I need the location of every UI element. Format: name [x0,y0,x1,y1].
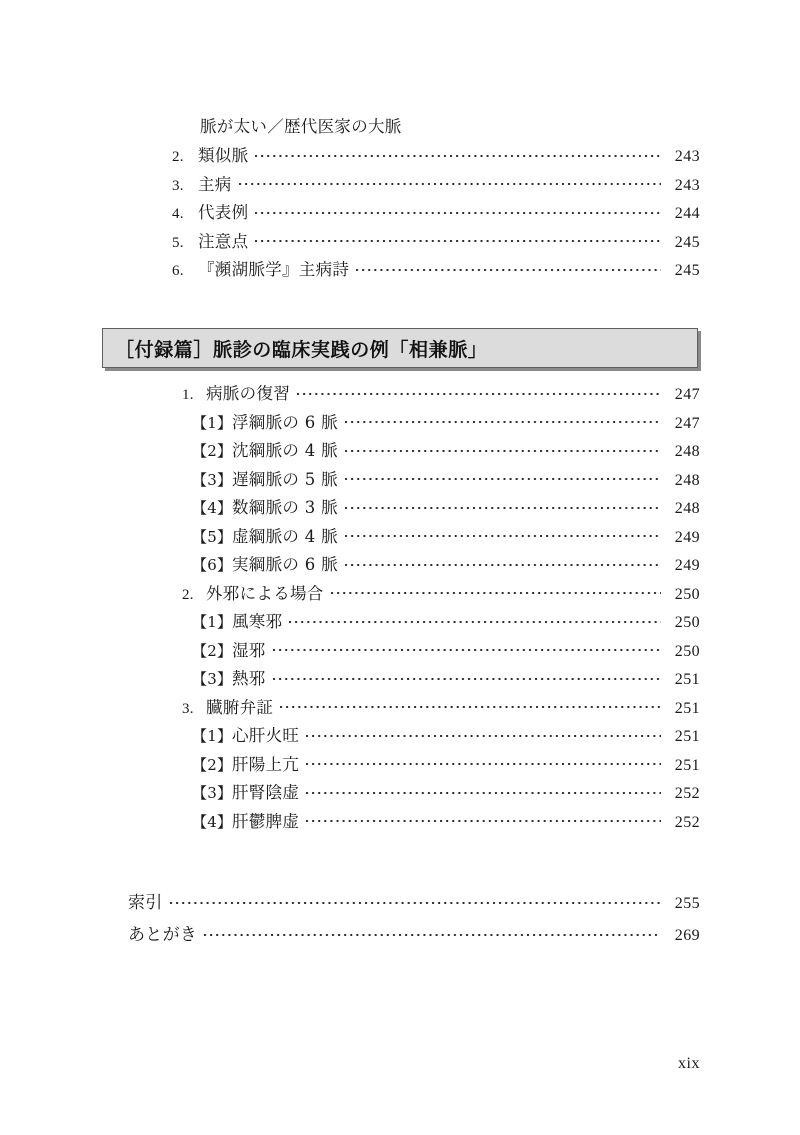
toc-entry-page-number: 269 [674,927,700,944]
toc-leader-dots [345,497,661,513]
toc-entry-number: 3. [182,700,194,717]
toc-appendix-section [182,380,700,836]
toc-entry-page-number: 248 [674,500,700,517]
toc-leader-dots [306,725,661,741]
toc-entry-number: 3. [172,177,184,194]
toc-entry-page-number: 251 [674,756,700,774]
toc-entry-label: 臓腑弁証 [206,697,274,717]
toc-leader-dots [306,782,661,798]
toc-entry-label: 数綱脈の 3 脈 [232,498,338,517]
toc-entry[interactable] [182,494,700,523]
appendix-banner-title: ［付録篇］脈診の臨床実践の例「相兼脈」 [115,338,488,361]
toc-entry-page-number: 247 [674,386,700,403]
appendix-banner [102,328,698,368]
toc-entry-label: 沈綱脈の 4 脈 [232,441,338,460]
toc-entry-number: 【3】 [192,784,233,802]
toc-entry[interactable] [182,523,700,552]
toc-entry-label: 病脈の復習 [206,384,290,403]
toc-entry-page-number: 251 [674,699,700,717]
toc-leader-dots [289,611,661,627]
toc-entry-label: 類似脈 [198,146,249,165]
toc-entry-page-number: 247 [674,414,700,432]
toc-entry-label: 実綱脈の 6 脈 [232,555,338,574]
page-number: xix [678,1055,700,1072]
toc-entry-number: 【1】 [192,413,233,432]
toc-leader-dots [331,583,661,599]
toc-entry-number: 1. [182,387,194,403]
continuation-note: 脈が太い／歴代医家の大脈 [200,117,402,136]
toc-top-entry-list [172,142,700,285]
toc-entry-number: 【2】 [192,641,233,660]
toc-top-section [172,112,700,285]
toc-entry-page-number: 243 [674,148,700,165]
toc-entry[interactable] [182,580,700,609]
toc-entry[interactable] [172,171,700,200]
toc-entry[interactable] [182,437,700,466]
toc-entry-number: 2. [182,586,194,603]
toc-entry[interactable] [172,142,700,171]
toc-entry[interactable] [182,722,700,751]
toc-entry-page-number: 252 [674,813,700,831]
toc-entry[interactable] [172,199,700,228]
toc-entry-label: あとがき [128,925,198,945]
toc-leader-dots [170,892,661,908]
toc-entry-label: 虚綱脈の 4 脈 [232,526,338,546]
toc-entry-number: 【1】 [192,613,233,631]
toc-entry[interactable] [182,637,700,666]
toc-entry[interactable] [182,808,700,837]
toc-entry-page-number: 248 [674,443,700,460]
toc-entry[interactable] [182,551,700,580]
toc-entry-page-number: 244 [674,205,700,222]
toc-entry-number: 【3】 [192,670,233,688]
toc-entry[interactable] [182,466,700,495]
toc-entry-page-number: 248 [674,471,700,489]
toc-entry-page-number: 249 [674,528,700,546]
toc-entry-label: 心肝火旺 [232,726,300,745]
toc-leader-dots [204,924,661,940]
toc-entry[interactable] [172,228,700,257]
toc-entry-number: 5. [172,234,184,251]
toc-entry-number: 6. [172,263,184,279]
toc-entry-page-number: 255 [674,895,700,912]
toc-entry[interactable] [182,694,700,723]
toc-entry[interactable] [128,920,700,952]
toc-entry-label: 注意点 [198,231,249,251]
toc-back-matter-entry-list [128,888,700,952]
toc-entry-number: 4. [172,206,184,222]
toc-entry-label: 風寒邪 [232,612,283,631]
toc-leader-dots [345,554,661,570]
toc-leader-dots [280,697,661,713]
toc-entry[interactable] [182,608,700,637]
toc-entry-page-number: 250 [674,585,700,603]
toc-leader-dots [239,174,661,190]
toc-entry-number: 2. [172,149,184,165]
toc-entry[interactable] [128,888,700,920]
toc-entry-page-number: 245 [674,233,700,251]
toc-entry-label: 遅綱脈の 5 脈 [232,469,338,489]
toc-entry-page-number: 252 [674,785,700,802]
toc-entry-number: 【1】 [192,727,233,745]
toc-leader-dots [273,668,661,684]
toc-entry-label: 『瀕湖脈学』主病詩 [198,260,350,279]
toc-entry[interactable] [182,751,700,780]
toc-entry-label: 索引 [128,893,163,913]
toc-leader-dots [345,526,661,542]
toc-entry-number: 【6】 [192,556,233,574]
toc-back-matter-section [128,888,700,952]
toc-entry-label: 代表例 [198,203,249,222]
toc-entry-page-number: 250 [674,614,700,631]
toc-leader-dots [255,145,661,161]
toc-entry-page-number: 251 [674,671,700,688]
toc-entry[interactable] [182,409,700,438]
toc-entry[interactable] [182,779,700,808]
toc-entry-page-number: 249 [674,557,700,574]
toc-entry-number: 【2】 [192,755,233,774]
toc-leader-dots [345,412,661,428]
toc-entry-number: 【5】 [192,527,233,546]
toc-entry-label: 熱邪 [232,669,266,688]
toc-entry-label: 肝鬱脾虚 [232,811,300,831]
toc-entry-page-number: 250 [674,642,700,660]
toc-entry-label: 主病 [198,174,232,194]
toc-leader-dots [345,440,661,456]
toc-leader-dots [345,469,661,485]
toc-entry-label: 湿邪 [232,640,266,660]
toc-leader-dots [255,231,661,247]
toc-entry-number: 【4】 [192,812,233,831]
toc-entry-page-number: 251 [674,728,700,745]
toc-entry-number: 【4】 [192,499,233,517]
toc-entry-label: 外邪による場合 [206,583,324,603]
toc-entry-page-number: 245 [674,262,700,279]
toc-entry-label: 肝腎陰虚 [232,783,300,802]
toc-entry-number: 【2】 [192,442,233,460]
toc-entry-label: 浮綱脈の 6 脈 [232,412,338,432]
toc-leader-dots [273,640,661,656]
toc-leader-dots [297,383,661,399]
toc-entry[interactable] [182,665,700,694]
toc-leader-dots [255,202,661,218]
toc-leader-dots [306,811,661,827]
toc-leader-dots [356,259,661,275]
toc-entry-page-number: 243 [674,176,700,194]
toc-entry-label: 肝陽上亢 [232,754,300,774]
toc-entry[interactable] [182,380,700,409]
toc-entry-number: 【3】 [192,470,233,489]
toc-appendix-entry-list [182,380,700,836]
toc-leader-dots [306,754,661,770]
toc-entry[interactable] [172,256,700,285]
